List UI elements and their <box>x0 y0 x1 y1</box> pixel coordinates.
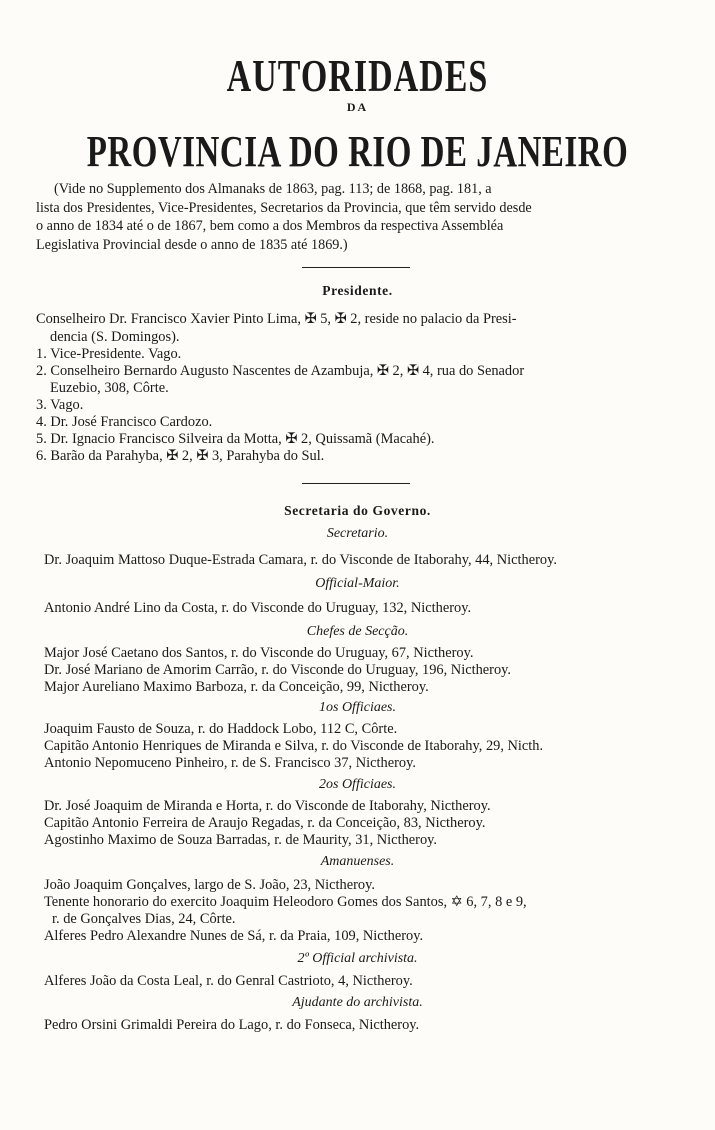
intro-line: Legislativa Provincial desde o anno de 1835 até 1869.) <box>36 236 348 253</box>
intro-paragraph <box>36 180 681 254</box>
amanuenses-line: Alferes Pedro Alexandre Nunes de Sá, r. da Praia, 109, Nictheroy. <box>44 928 424 944</box>
presidente-line: 3. Vago. <box>36 397 84 413</box>
segundos-line: Dr. José Joaquim de Miranda e Horta, r. do Visconde de Itaborahy, Nictheroy. <box>44 798 491 814</box>
amanuenses-line: r. de Gonçalves Dias, 24, Côrte. <box>52 911 236 927</box>
chefes-line: Dr. José Mariano de Amorim Carrão, r. do Visconde do Uruguay, 196, Nictheroy. <box>44 662 512 678</box>
presidente-line: 2. Conselheiro Bernardo Augusto Nascentes de Azambuja, ✠ 2, ✠ 4, rua do Senador <box>36 363 525 379</box>
subhead-archivista: 2º Official archivista. <box>297 951 418 966</box>
subhead-primeiros: 1os Officiaes. <box>319 700 396 715</box>
presidente-line: 4. Dr. José Francisco Cardozo. <box>36 414 213 430</box>
intro-line: (Vide no Supplemento dos Almanaks de 1863, pag. 113; de 1868, pag. 181, a <box>54 181 492 197</box>
primeiros-line: Joaquim Fausto de Souza, r. do Haddock Lobo, 112 C, Côrte. <box>44 721 398 737</box>
presidente-line: 5. Dr. Ignacio Francisco Silveira da Motta, ✠ 2, Quissamã (Macahé). <box>36 431 435 447</box>
presidente-line: Conselheiro Dr. Francisco Xavier Pinto Lima, ✠ 5, ✠ 2, reside no palacio da Presi- <box>36 311 517 327</box>
title-provincia: PROVINCIA DO RIO DE JANEIRO <box>86 128 629 177</box>
archivista-line: Alferes João da Costa Leal, r. do Genral Castrioto, 4, Nictheroy. <box>44 973 413 989</box>
intro-line: lista dos Presidentes, Vice-Presidentes, Secretarios da Provincia, que têm servido desde <box>36 199 532 216</box>
subhead-official-maior: Official-Maior. <box>315 576 400 591</box>
secretaria-heading: Secretaria do Governo. <box>284 503 431 518</box>
presidente-line: 1. Vice-Presidente. Vago. <box>36 346 182 362</box>
official-maior-line: Antonio André Lino da Costa, r. do Visconde do Uruguay, 132, Nictheroy. <box>44 600 472 616</box>
subhead-chefes: Chefes de Secção. <box>306 624 409 639</box>
presidente-line: dencia (S. Domingos). <box>50 329 180 345</box>
subhead-ajudante: Ajudante do archivista. <box>292 995 423 1010</box>
primeiros-line: Antonio Nepomuceno Pinheiro, r. de S. Francisco 37, Nictheroy. <box>44 755 416 771</box>
amanuenses-line: João Joaquim Gonçalves, largo de S. João, 23, Nictheroy. <box>44 877 375 893</box>
intro-line: o anno de 1834 até o de 1867, bem como a dos Membros da respectiva Assembléa <box>36 218 504 234</box>
subhead-segundos: 2os Officiaes. <box>319 777 396 792</box>
subhead-secretario: Secretario. <box>326 526 389 541</box>
title-autoridades: AUTORIDADES <box>226 52 489 102</box>
primeiros-line: Capitão Antonio Henriques de Miranda e Silva, r. do Visconde de Itaborahy, 29, Nicth. <box>44 738 544 754</box>
subhead-amanuenses: Amanuenses. <box>320 854 395 869</box>
presidente-line: Euzebio, 308, Côrte. <box>50 380 169 396</box>
chefes-line: Major Aureliano Maximo Barboza, r. da Conceição, 99, Nictheroy. <box>44 679 429 695</box>
presidente-heading: Presidente. <box>322 283 393 298</box>
chefes-line: Major José Caetano dos Santos, r. do Visconde do Uruguay, 67, Nictheroy. <box>44 645 474 661</box>
title-da: DA <box>346 100 369 114</box>
ajudante-line: Pedro Orsini Grimaldi Pereira do Lago, r. do Fonseca, Nictheroy. <box>44 1017 420 1033</box>
segundos-line: Agostinho Maximo de Souza Barradas, r. de Maurity, 31, Nictheroy. <box>44 832 437 848</box>
divider <box>302 483 410 484</box>
presidente-line: 6. Barão da Parahyba, ✠ 2, ✠ 3, Parahyba do Sul. <box>36 448 325 464</box>
amanuenses-line: Tenente honorario do exercito Joaquim Heleodoro Gomes dos Santos, ✡ 6, 7, 8 e 9, <box>44 894 527 910</box>
segundos-line: Capitão Antonio Ferreira de Araujo Regadas, r. da Conceição, 83, Nictheroy. <box>44 815 486 831</box>
secretario-line: Dr. Joaquim Mattoso Duque-Estrada Camara, r. do Visconde de Itaborahy, 44, Nictheroy. <box>44 552 557 568</box>
divider <box>302 267 410 268</box>
